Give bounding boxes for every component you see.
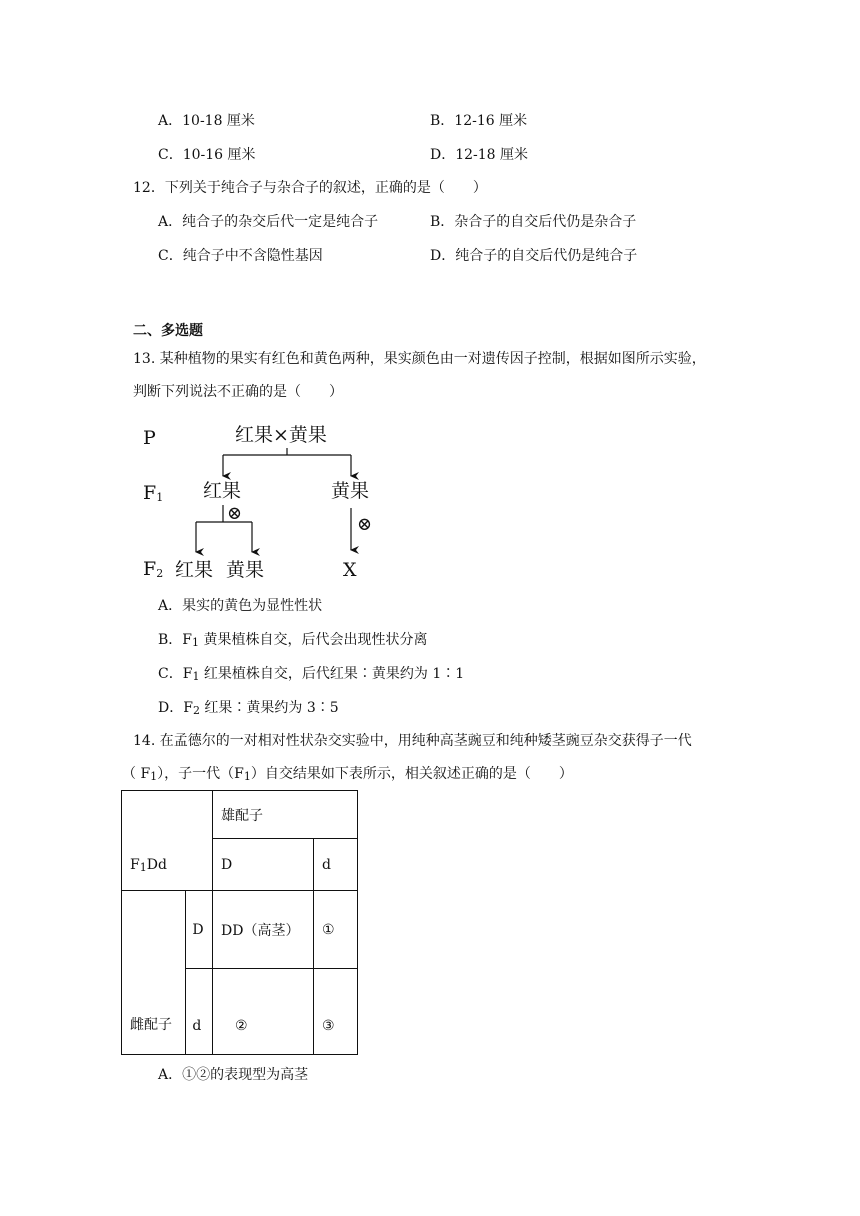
parent-cross: 红果×黄果 — [235, 424, 327, 446]
col-header-D: D — [213, 839, 314, 891]
section-title: 二、多选题 — [133, 323, 203, 339]
cell-1: ① — [314, 891, 358, 969]
q12-option-d: D．纯合子的自交后代仍是纯合子 — [430, 248, 638, 264]
q12-option-c: C．纯合子中不含隐性基因 — [158, 248, 323, 264]
q13-option-c: C．$F_1$ 红果植株自交，后代红果∶黄果约为 1∶1 — [158, 666, 465, 683]
q14-option-a: A．①②的表现型为高茎 — [158, 1067, 309, 1083]
q14-stem-line2: （ $F_1$），子一代$(F_1)$自交结果如下表所示，相关叙述正确的是（ ） — [122, 766, 573, 783]
selfing-symbol-red: ⊗ — [227, 503, 243, 524]
f2-red-fruit: 红果 — [175, 559, 214, 581]
q13-option-b: B．$F_1$ 黄果植株自交，后代会出现性状分离 — [158, 632, 428, 649]
q11-option-a: A．10-18 厘米 — [158, 113, 255, 129]
q12-stem: 12．下列关于纯合子与杂合子的叙述，正确的是（ ） — [133, 180, 487, 196]
q11-option-b: B．12-16 厘米 — [430, 113, 528, 129]
f2-yellow-fruit: 黄果 — [226, 559, 265, 581]
q13-option-a: A．果实的黄色为显性性状 — [158, 598, 323, 614]
f1-label: $F_1$ — [143, 482, 164, 504]
cell-2: ② — [213, 969, 314, 1055]
q13-option-d: D．$F_2$ 红果∶黄果约为 3∶5 — [158, 700, 339, 717]
q13-stem-line2: 判断下列说法不正确的是（ ） — [133, 384, 343, 400]
row-header-d: d — [186, 969, 213, 1055]
cell-DD: DD（高茎） — [213, 891, 314, 969]
f1-yellow-fruit: 黄果 — [331, 480, 370, 502]
p-label: P — [143, 427, 156, 449]
q13-stem-line1: 13. 某种植物的果实有红色和黄色两种，果实颜色由一对遗传因子控制，根据如图所示实验， — [133, 351, 706, 367]
f2-label: $F_2$ — [143, 558, 164, 580]
f1-genotype-cell: $F_1Dd$ — [122, 791, 213, 891]
q12-option-b: B．杂合子的自交后代仍是杂合子 — [430, 214, 637, 230]
q11-option-d: D．12-18 厘米 — [430, 147, 529, 163]
cell-3: ③ — [314, 969, 358, 1055]
x-label: X — [343, 559, 357, 581]
selfing-symbol-yellow: ⊗ — [357, 514, 373, 535]
row-header-D: D — [186, 891, 213, 969]
q14-stem-line1: 14. 在孟德尔的一对相对性状杂交实验中，用纯种高茎豌豆和纯种矮茎豌豆杂交获得子一代 — [133, 733, 692, 749]
punnett-table — [121, 790, 358, 1055]
female-gamete-header: 雌配子 — [122, 891, 186, 1055]
col-header-d: d — [314, 839, 358, 891]
q11-option-c: C．10-16 厘米 — [158, 147, 256, 163]
q12-option-a: A．纯合子的杂交后代一定是纯合子 — [158, 214, 379, 230]
f1-red-fruit: 红果 — [203, 480, 242, 502]
male-gamete-header: 雄配子 — [213, 791, 358, 839]
